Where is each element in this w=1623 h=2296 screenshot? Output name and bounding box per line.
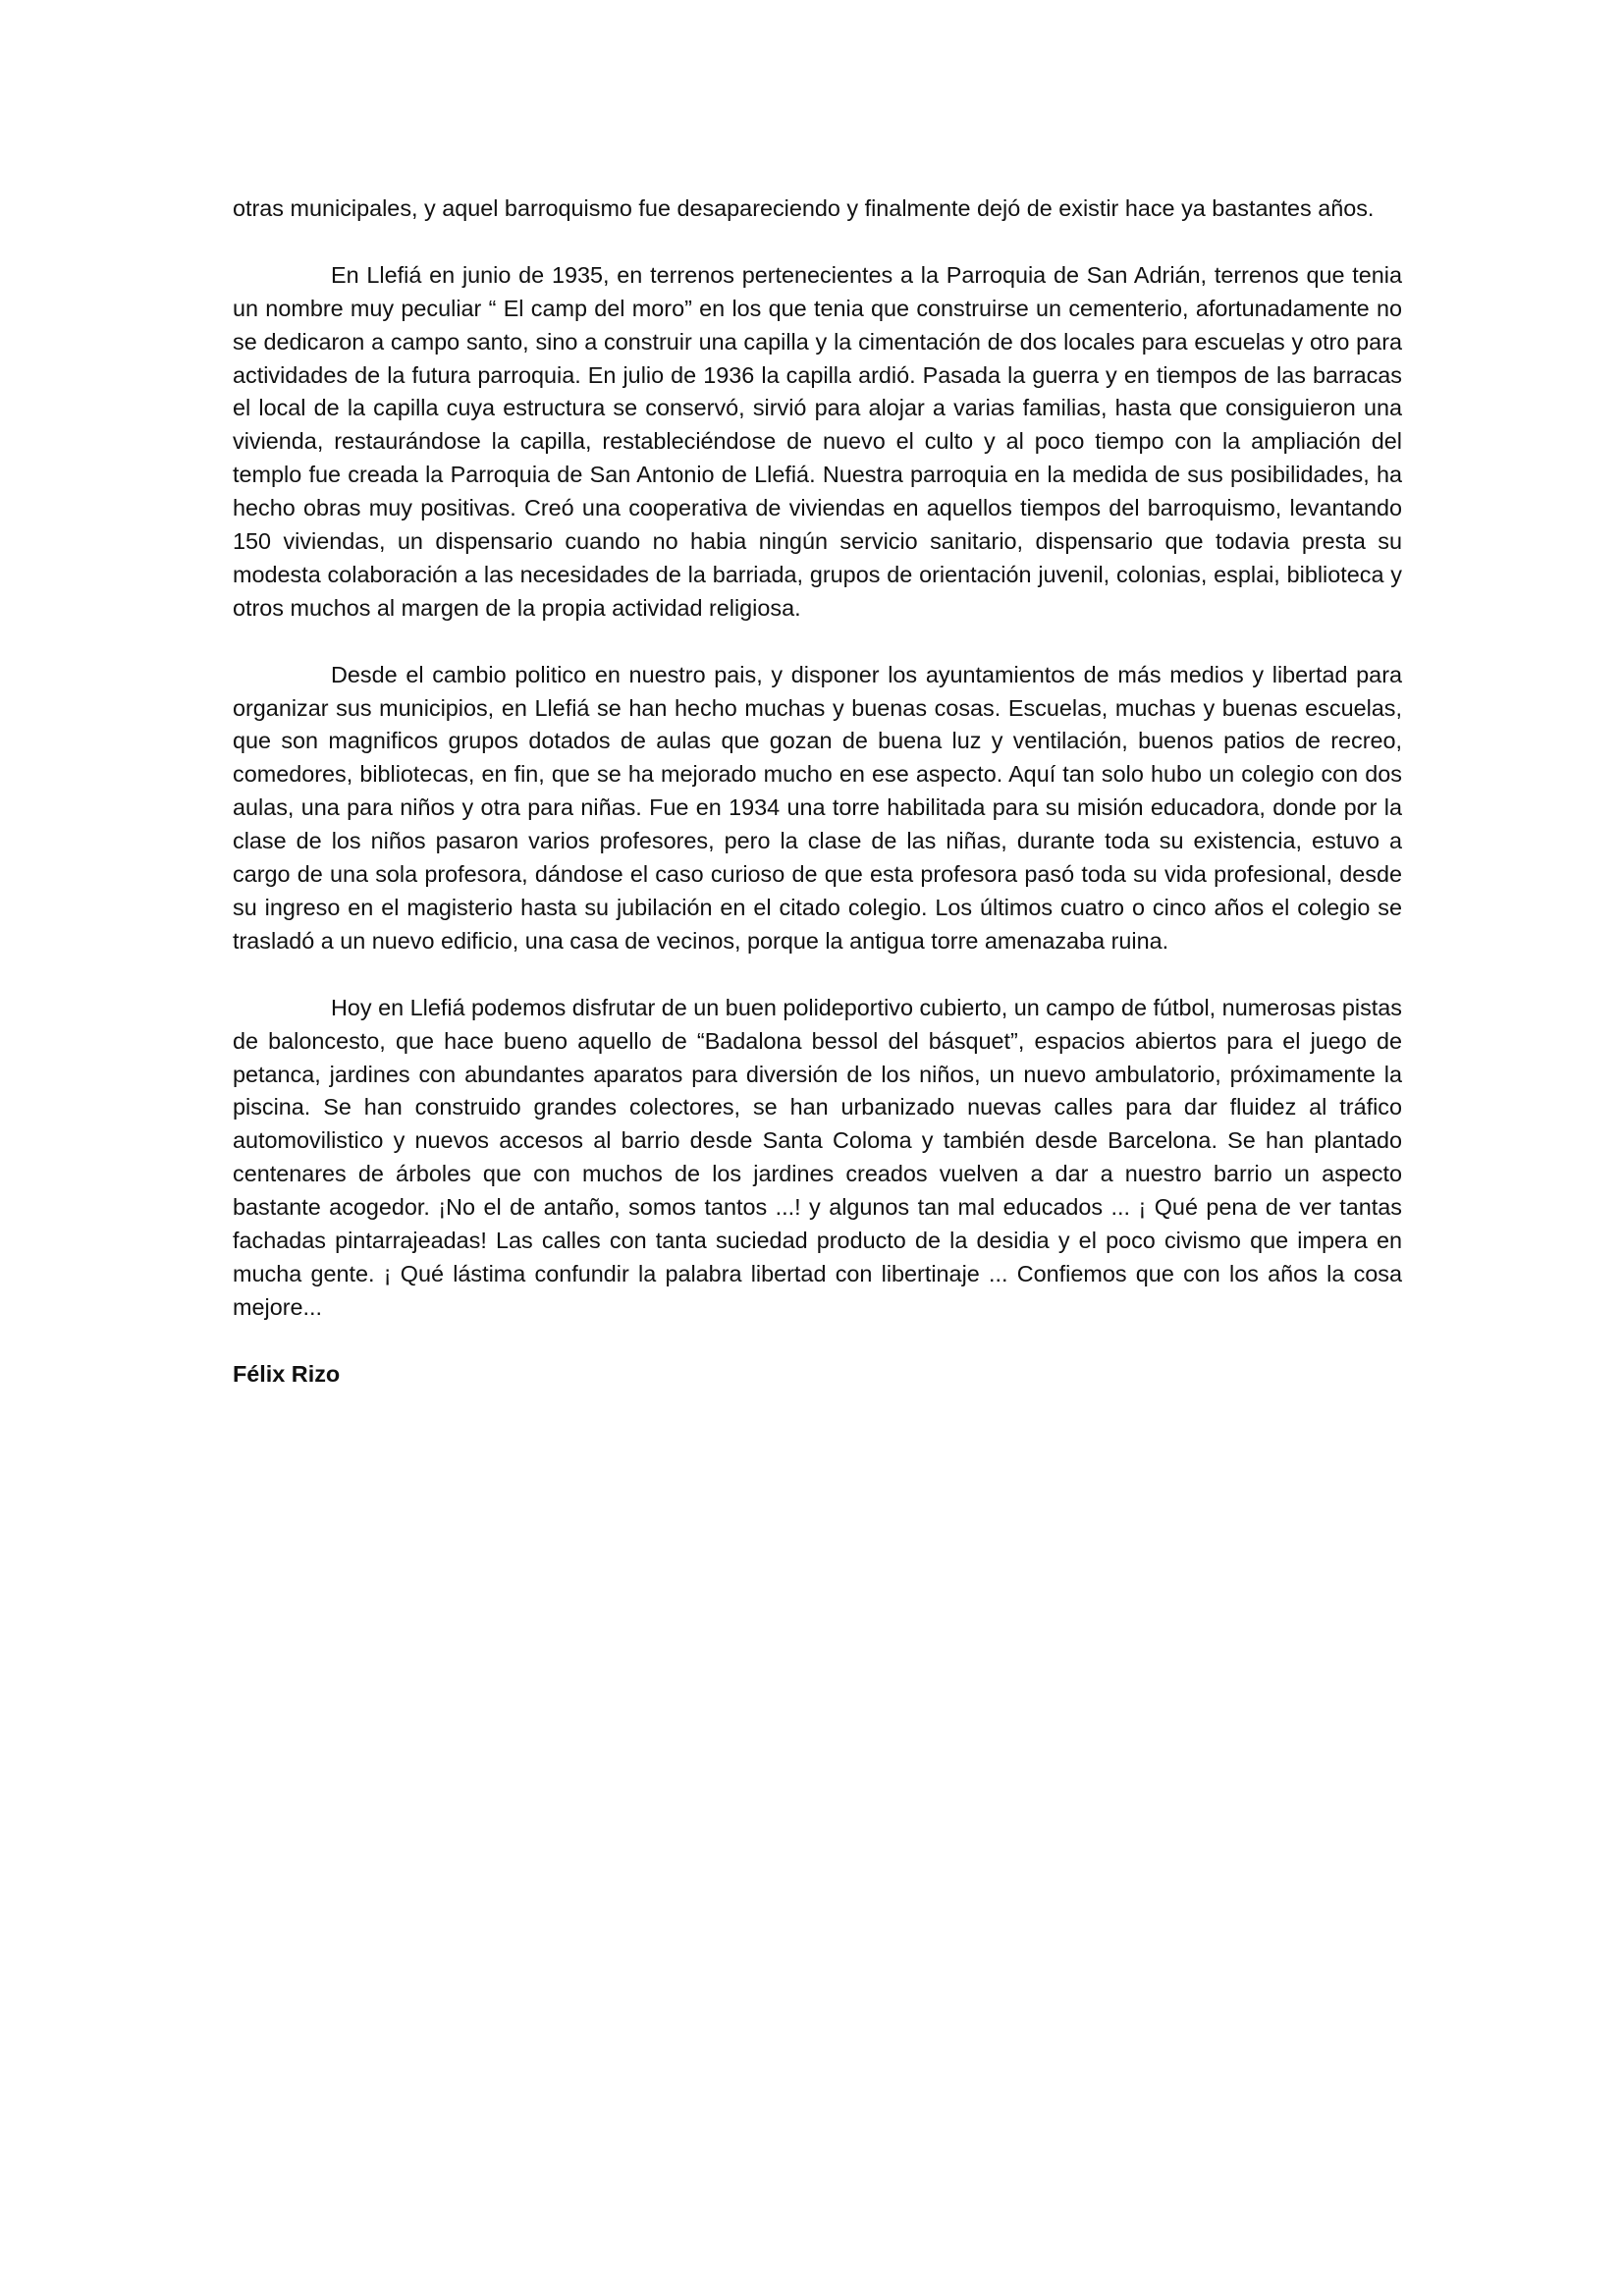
paragraph-escuelas: Desde el cambio politico en nuestro pais, y disponer los ayuntamientos de más medios y libertad para organizar sus municipios, en Llefiá se han hecho muchas y buenas cosas. Escuelas, muchas y buenas escuelas, que son magnificos grupos dotados de aulas que gozan de buena luz y ventilación, buenos patios de recreo, comedores, bibliotecas, en fin, que se ha mejorado mucho en ese aspecto. Aquí tan solo hubo un colegio con dos aulas, una para niños y otra para niñas. Fue en 1934 una torre habilitada para su misión educadora, donde por la clase de los niños pasaron varios profesores, pero la clase de las niñas, durante toda su existencia, estuvo a cargo de una sola profesora, dándose el caso curioso de que esta profesora pasó toda su vida profesional, desde su ingreso en el magisterio hasta su jubilación en el citado colegio. Los últimos cuatro o cinco años el colegio se trasladó a un nuevo edificio, una casa de vecinos, porque la antigua torre amenazaba ruina. [233,661,1402,954]
document-page [233,192,1402,1392]
paragraph-hoy-en-llefia: Hoy en Llefiá podemos disfrutar de un buen polideportivo cubierto, un campo de fútbol, numerosas pistas de baloncesto, que hace bueno aquello de “Badalona bessol del básquet”, espacios abiertos para el juego de petanca, jardines con abundantes aparatos para diversión de los niños, un nuevo ambulatorio, próximamente la piscina. Se han construido grandes colectores, se han urbanizado nuevas calles para dar fluidez al tráfico automovilistico y nuevos accesos al barrio desde Santa Coloma y también desde Barcelona. Se han plantado centenares de árboles que con muchos de los jardines creados vuelven a dar a nuestro barrio un aspecto bastante acogedor. ¡No el de antaño, somos tantos ...! y algunos tan mal educados ... ¡ Qué pena de ver tantas fachadas pintarrajeadas! Las calles con tanta suciedad producto de la desidia y el poco civismo que impera en mucha gente. ¡ Qué lástima confundir la palabra libertad con libertinaje ... Confiemos que con los años la cosa mejore... [233,994,1402,1320]
author-signature: Félix Rizo [233,1360,341,1387]
paragraph-parroquia: En Llefiá en junio de 1935, en terrenos pertenecientes a la Parroquia de San Adrián, terrenos que tenia un nombre muy peculiar “ El camp del moro” en los que tenia que construirse un cementerio, afortunadamente no se dedicaron a campo santo, sino a construir una capilla y la cimentación de dos locales para escuelas y otro para actividades de la futura parroquia. En julio de 1936 la capilla ardió. Pasada la guerra y en tiempos de las barracas el local de la capilla cuya estructura se conservó, sirvió para alojar a varias familias, hasta que consiguieron una vivienda, restaurándose la capilla, restableciéndose de nuevo el culto y al poco tiempo con la ampliación del templo fue creada la Parroquia de San Antonio de Llefiá. Nuestra parroquia en la medida de sus posibilidades, ha hecho obras muy positivas. Creó una cooperativa de viviendas en aquellos tiempos del barroquismo, levantando 150 viviendas, un dispensario cuando no habia ningún servicio sanitario, dispensario que todavia presta su modesta colaboración a las necesidades de la barriada, grupos de orientación juvenil, colonias, esplai, biblioteca y otros muchos al margen de la propia actividad religiosa. [233,261,1402,621]
paragraph-continuation: otras municipales, y aquel barroquismo fue desapareciendo y finalmente dejó de existir hace ya bastantes años. [233,195,1375,221]
